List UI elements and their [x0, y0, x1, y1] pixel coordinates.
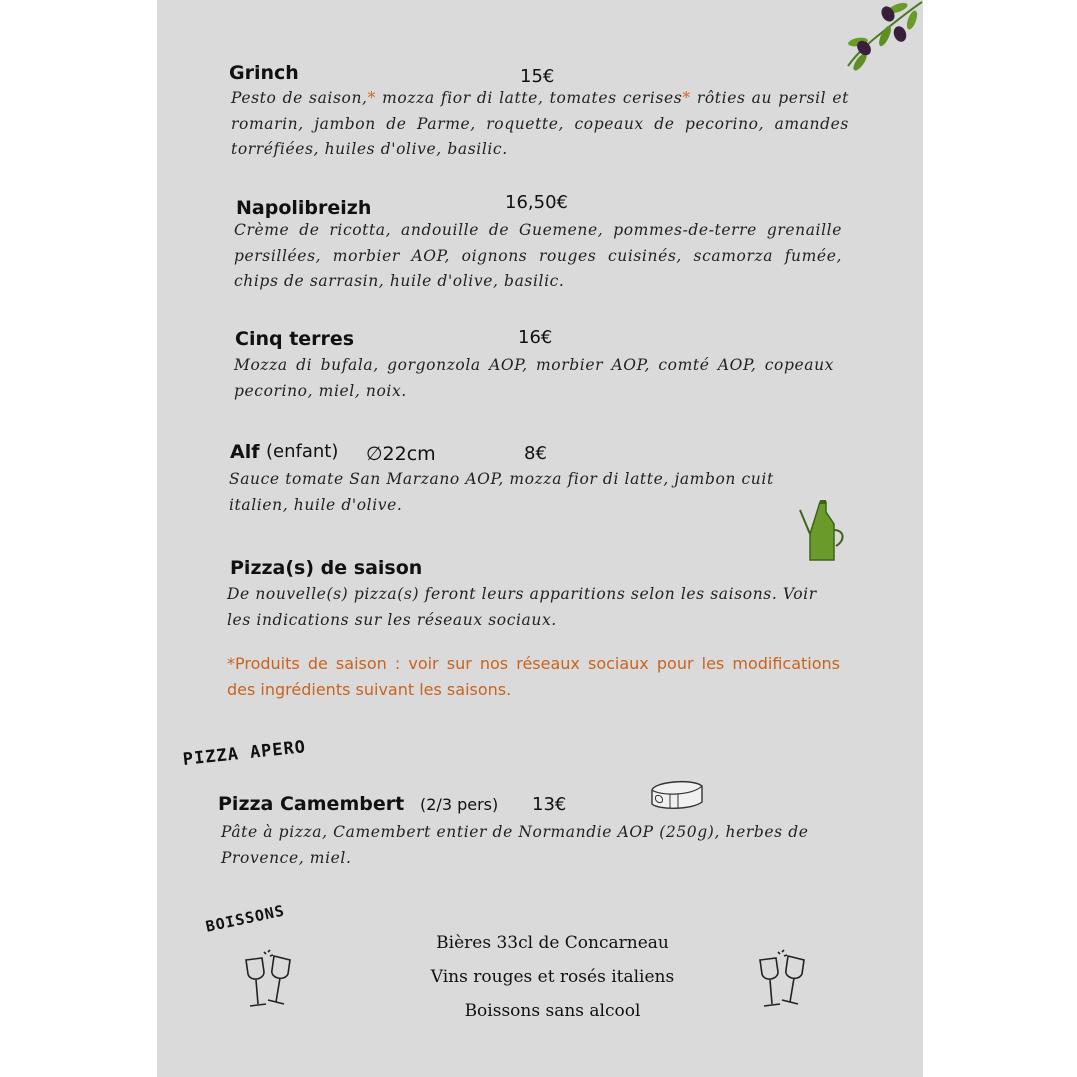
pizza-name-alf: Alf — [230, 441, 260, 463]
pizza-name-camembert: Pizza Camembert — [218, 793, 405, 815]
pizza-name-saison: Pizza(s) de saison — [230, 557, 423, 579]
olive-branch-icon — [840, 0, 925, 75]
pizza-name-napolibreizh: Napolibreizh — [236, 197, 372, 219]
pizza-price-alf: 8€ — [524, 443, 547, 464]
pizza-price-napolibreizh: 16,50€ — [505, 192, 568, 213]
drink-item-sans-alcool: Boissons sans alcool — [464, 1001, 641, 1021]
pizza-desc-napolibreizh: Crème de ricotta, andouille de Guemene, pommes-de-terre grenaille persillées, morbier AOP, oignons rouges cuisinés, scamorza fumée, chips de sarrasin, huile d'olive, basilic. — [234, 221, 842, 290]
pizza-apero-heading: PIZZA APERO — [181, 737, 307, 770]
wine-glasses-icon — [240, 950, 302, 1012]
drink-item-vins: Vins rouges et rosés italiens — [430, 967, 675, 987]
boissons-heading: BOISSONS — [204, 901, 287, 936]
pizza-name-cinq-terres: Cinq terres — [235, 328, 355, 350]
pizza-qualifier-alf: (enfant) — [266, 441, 339, 462]
pizza-desc-saison: De nouvelle(s) pizza(s) feront leurs apparitions selon les saisons. Voir les indications sur les réseaux sociaux. — [227, 585, 817, 629]
drink-item-bieres: Bières 33cl de Concarneau — [436, 933, 669, 953]
wine-glasses-icon — [754, 950, 816, 1012]
pizza-price-camembert: 13€ — [532, 794, 567, 815]
camembert-icon — [648, 776, 706, 814]
pizza-desc-alf: Sauce tomate San Marzano AOP, mozza fior di latte, jambon cuit italien, huile d'olive. — [229, 470, 774, 514]
pizza-size-alf: ∅22cm — [366, 443, 436, 465]
pizza-price-cinq-terres: 16€ — [518, 327, 553, 348]
pizza-name-grinch: Grinch — [229, 62, 299, 84]
pizza-desc-camembert: Pâte à pizza, Camembert entier de Normandie AOP (250g), herbes de Provence, miel. — [221, 823, 809, 867]
pizza-price-grinch: 15€ — [520, 66, 555, 87]
pizza-desc-grinch: Pesto de saison,* mozza fior di latte, tomates cerises* rôties au persil et romarin, jambon de Parme, roquette, copeaux de pecorino, amandes torréfiées, huiles d'olive, basilic. — [231, 89, 849, 158]
pizza-serves-camembert: (2/3 pers) — [420, 795, 499, 814]
seasonal-products-note: *Produits de saison : voir sur nos réseaux sociaux pour les modifications des ingrédients suivant les saisons. — [227, 654, 840, 699]
pizza-desc-cinq-terres: Mozza di bufala, gorgonzola AOP, morbier AOP, comté AOP, copeaux pecorino, miel, noix. — [234, 356, 834, 400]
olive-oil-bottle-icon — [796, 500, 852, 566]
